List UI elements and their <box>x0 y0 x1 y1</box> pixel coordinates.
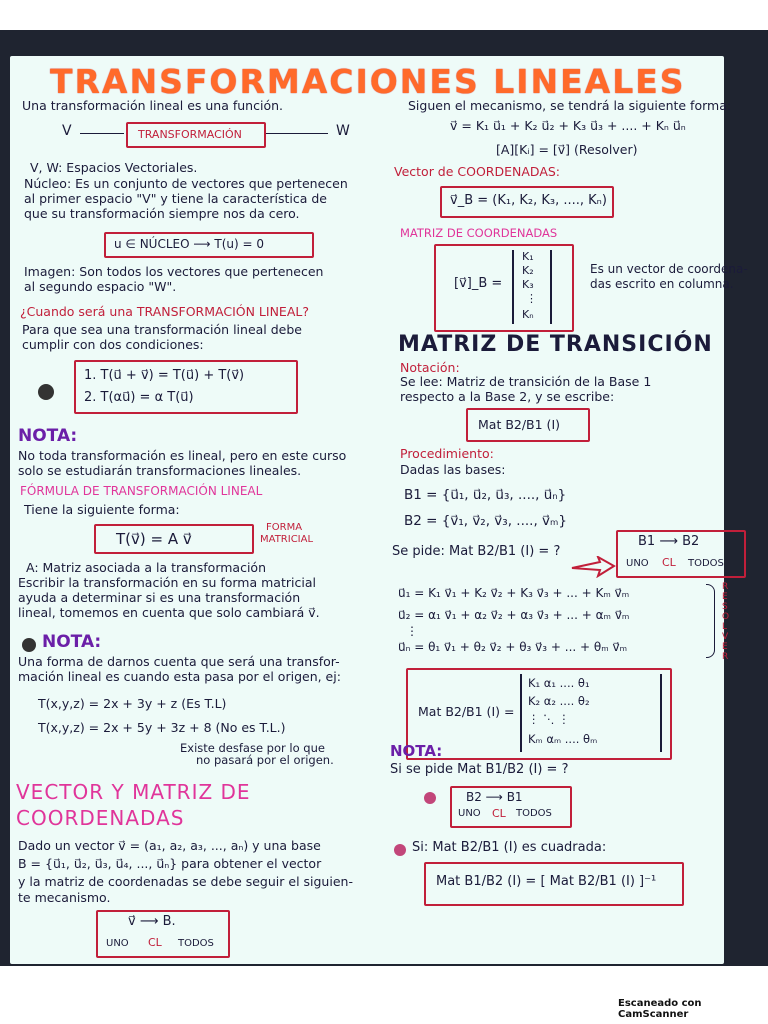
condition-2: 2. T(αu⃗) = α T(u⃗) <box>84 390 194 405</box>
es-un-line-1: Es un vector de coordena- <box>590 262 748 276</box>
equation-u1: u⃗₁ = K₁ v⃗₁ + K₂ v⃗₂ + K₃ v⃗₃ + ... + Kₘ v⃗ₘ <box>398 586 630 600</box>
vw-line: V, W: Espacios Vectoriales. <box>30 160 198 175</box>
matriz-label: [v⃗]_B = <box>454 276 503 291</box>
matriz-coord-box <box>434 244 574 332</box>
vb-formula: v⃗_B = (K₁, K₂, K₃, ...., Kₙ) <box>450 193 607 208</box>
nota2-line-2: mación lineal es cuando esta pasa por el origen, ej: <box>18 669 341 684</box>
vector-heading-2: COORDENADAS <box>16 806 185 830</box>
b1-b2-box <box>616 530 746 578</box>
bullet-icon <box>22 638 36 652</box>
v-label: V <box>62 123 72 139</box>
uno-label: UNO <box>626 558 649 569</box>
es-un-line-2: das escrito en columna. <box>590 277 734 291</box>
vector-heading-1: VECTOR Y MATRIZ DE <box>16 780 251 804</box>
matriz-coordenadas-label: MATRIZ DE COORDENADAS <box>400 226 558 240</box>
cl-label: CL <box>662 556 676 569</box>
base-b2: B2 = {v⃗₁, v⃗₂, v⃗₃, ...., v⃗ₘ} <box>404 513 568 529</box>
uno-label: UNO <box>106 938 129 949</box>
tiene-line: Tiene la siguiente forma: <box>24 502 180 517</box>
imagen-line-2: al segundo espacio "W". <box>24 279 177 294</box>
desfase-line-2: no pasará por el origen. <box>196 753 334 767</box>
inverse-box <box>424 862 684 906</box>
b1-b2-arrow: B1 ⟶ B2 <box>638 534 700 549</box>
matrix-entry: Kₙ <box>522 308 534 321</box>
transformacion-label: TRANSFORMACIÓN <box>138 128 242 141</box>
nota1-line-2: solo se estudiarán transformaciones lineales. <box>18 463 302 478</box>
example-1: T(x,y,z) = 2x + 3y + z (Es T.L) <box>38 696 227 711</box>
coord-column-matrix <box>512 250 552 324</box>
vb-box <box>440 186 614 218</box>
siguen-text: Siguen el mecanismo, se tendrá la siguiente forma: <box>408 98 732 113</box>
vector-coordenadas-label: Vector de COORDENADAS: <box>394 164 561 179</box>
mat-notation: Mat B2/B1 (I) <box>478 417 561 432</box>
base-b1: B1 = {u⃗₁, u⃗₂, u⃗₃, ...., u⃗ₙ} <box>404 487 567 503</box>
dado-line-3: y la matriz de coordenadas se debe seguir el siguien- <box>18 874 353 889</box>
nucleo-formula: u ∈ NÚCLEO ⟶ T(u) = 0 <box>114 237 264 251</box>
matrix-row: Kₘ αₘ .... θₘ <box>528 732 598 746</box>
mat-notation-box <box>466 408 590 442</box>
para-line-1: Para que sea una transformación lineal debe <box>22 322 302 337</box>
notacion-label: Notación: <box>400 360 460 375</box>
matrix-entry: ⋮ <box>526 292 537 305</box>
example-2: T(x,y,z) = 2x + 5y + 3z + 8 (No es T.L.) <box>38 720 286 735</box>
uno-label: UNO <box>458 808 481 819</box>
dado-line-1: Dado un vector v⃗ = (a₁, a₂, a₃, ..., aₙ) y una base <box>18 838 321 853</box>
b2-b1-box <box>450 786 572 828</box>
big-mat-label: Mat B2/B1 (I) = <box>418 704 515 719</box>
vb-arrow: v⃗ ⟶ B. <box>128 914 176 929</box>
para-line-2: cumplir con dos condiciones: <box>22 337 204 352</box>
procedimiento-label: Procedimiento: <box>400 446 494 461</box>
brace <box>706 584 715 658</box>
matrix-row: K₁ α₁ .... θ₁ <box>528 676 590 690</box>
inverse-formula: Mat B1/B2 (I) = [ Mat B2/B1 (I) ]⁻¹ <box>436 874 657 889</box>
a-matriz-line-4: lineal, tomemos en cuenta que solo cambiará v⃗. <box>18 605 320 620</box>
nucleo-line-1: Núcleo: Es un conjunto de vectores que pertenecen <box>24 176 348 191</box>
vertical-dots: ⋮ <box>406 624 418 638</box>
cl-label: CL <box>148 936 162 949</box>
formula-heading: FÓRMULA DE TRANSFORMACIÓN LINEAL <box>20 484 263 498</box>
formula-expression: T(v⃗) = A v⃗ <box>116 530 192 548</box>
top-margin <box>0 0 768 30</box>
matrix-row: K₂ α₂ .... θ₂ <box>528 694 590 708</box>
cuando-heading: ¿Cuando será una TRANSFORMACIÓN LINEAL? <box>20 304 309 319</box>
uno-cl-todos-box <box>96 910 230 958</box>
bullet-icon <box>38 384 54 400</box>
line-right <box>266 133 328 134</box>
nota1-line-1: No toda transformación es lineal, pero en este curso <box>18 448 347 463</box>
nota3-title: NOTA: <box>390 742 443 760</box>
todos-label: TODOS <box>516 808 552 819</box>
nota2-title: NOTA: <box>42 632 102 652</box>
transicion-heading: MATRIZ DE TRANSICIÓN <box>398 332 713 357</box>
bullet-icon <box>424 792 436 804</box>
nucleo-line-3: que su transformación siempre nos da cero. <box>24 206 300 221</box>
resolver-equation: [A][Kᵢ] = [v⃗] (Resolver) <box>496 142 638 157</box>
todos-label: TODOS <box>688 558 724 569</box>
w-label: W <box>336 123 350 139</box>
equation-un: u⃗ₙ = θ₁ v⃗₁ + θ₂ v⃗₂ + θ₃ v⃗₃ + ... + θₘ v⃗ₘ <box>398 640 628 654</box>
todos-label: TODOS <box>178 938 214 949</box>
forma-label: FORMA <box>266 522 303 533</box>
se-lee-line-1: Se lee: Matriz de transición de la Base 1 <box>400 374 652 389</box>
a-matriz-line-3: ayuda a determinar si es una transformación <box>18 590 301 605</box>
intro-text: Una transformación lineal es una función. <box>22 98 283 113</box>
transformacion-box <box>126 122 266 148</box>
v-equation: v⃗ = K₁ u⃗₁ + K₂ u⃗₂ + K₃ u⃗₃ + .... + Kₙ u⃗ₙ <box>450 118 686 133</box>
condition-1: 1. T(u⃗ + v⃗) = T(u⃗) + T(v⃗) <box>84 368 245 383</box>
dado-line-2: B = {u⃗₁, u⃗₂, u⃗₃, u⃗₄, ..., u⃗ₙ} para obtener el vector <box>18 856 322 871</box>
nota1-title: NOTA: <box>18 426 78 446</box>
notes-page <box>10 56 748 964</box>
pink-arrow-icon <box>570 556 616 578</box>
nota3-line: Si se pide Mat B1/B2 (I) = ? <box>390 762 569 777</box>
conditions-box <box>74 360 298 414</box>
big-matrix-box <box>406 668 672 760</box>
desfase-line-1: Existe desfase por lo que <box>180 741 325 755</box>
dadas-line: Dadas las bases: <box>400 462 506 477</box>
nucleo-line-2: al primer espacio "V" y tiene la característica de <box>24 191 327 206</box>
dado-line-4: te mecanismo. <box>18 890 111 905</box>
se-pide-line: Se pide: Mat B2/B1 (I) = ? <box>392 544 561 559</box>
matrix-entry: K₂ <box>522 264 534 277</box>
a-matriz-line-1: A: Matriz asociada a la transformación <box>26 560 266 575</box>
imagen-line-1: Imagen: Son todos los vectores que pertenecen <box>24 264 324 279</box>
transition-matrix <box>520 674 662 752</box>
b2-b1-arrow: B2 ⟶ B1 <box>466 790 523 804</box>
se-lee-line-2: respecto a la Base 2, y se escribe: <box>400 389 615 404</box>
matrix-entry: K₃ <box>522 278 534 291</box>
cl-label: CL <box>492 807 506 820</box>
resolver-vertical: RESOLVER <box>722 582 730 662</box>
equation-u2: u⃗₂ = α₁ v⃗₁ + α₂ v⃗₂ + α₃ v⃗₃ + ... + αₘ v⃗ₘ <box>398 608 630 622</box>
nucleo-box <box>104 232 314 258</box>
formula-box <box>94 524 254 554</box>
matrix-entry: K₁ <box>522 250 534 263</box>
line-left <box>80 133 124 134</box>
bullet-icon <box>394 844 406 856</box>
nota2-line-1: Una forma de darnos cuenta que será una transfor- <box>18 654 340 669</box>
camscanner-footer: Escaneado con CamScanner <box>618 998 702 1020</box>
matricial-label: MATRICIAL <box>260 534 314 545</box>
page-title: TRANSFORMACIONES LINEALES <box>50 62 686 101</box>
a-matriz-line-2: Escribir la transformación en su forma matricial <box>18 575 316 590</box>
matrix-row: ⋮ ⋱ ⋮ <box>528 712 570 726</box>
si-line: Si: Mat B2/B1 (I) es cuadrada: <box>412 840 607 855</box>
